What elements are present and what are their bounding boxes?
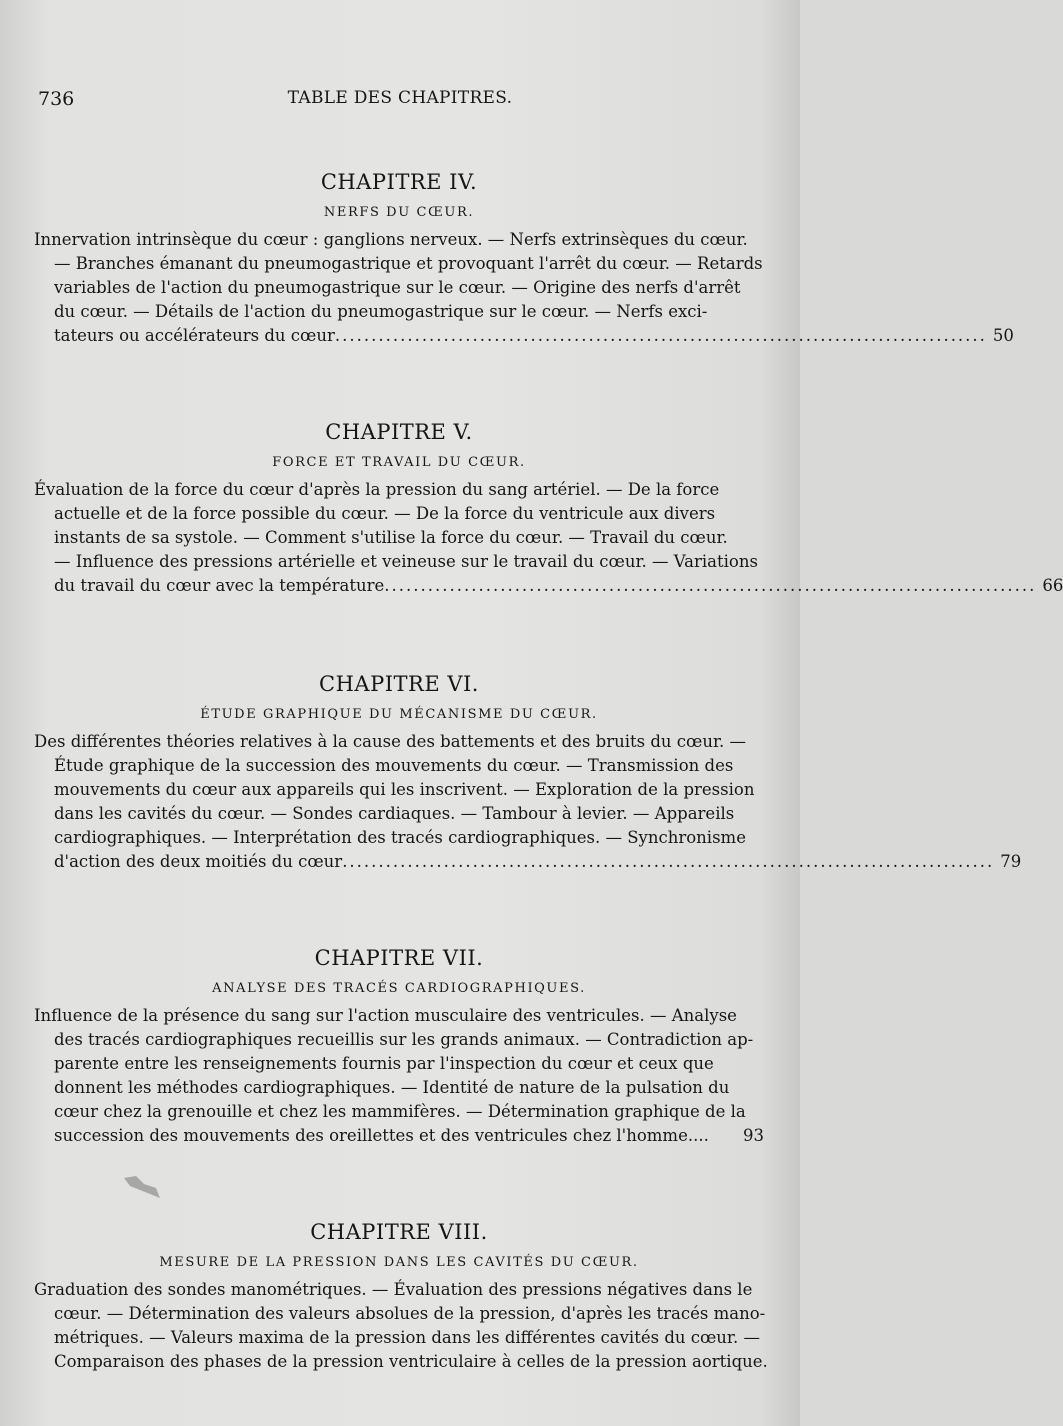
summary-line: succession des mouvements des oreillettes et des ventricules chez l'homme....: [54, 1126, 709, 1145]
chapter-summary: [34, 228, 1014, 348]
chapter-subtitle: ANALYSE DES TRACÉS CARDIOGRAPHIQUES.: [212, 981, 586, 996]
chapter-title: CHAPITRE VIII.: [310, 1220, 488, 1244]
chapter-subtitle: ÉTUDE GRAPHIQUE DU MÉCANISME DU CŒUR.: [200, 707, 598, 722]
summary-line: Influence de la présence du sang sur l'action musculaire des ventricules. — Analyse: [34, 1006, 737, 1025]
page-header: [0, 88, 800, 114]
summary-line: parente entre les renseignements fournis par l'inspection du cœur et ceux que: [54, 1054, 714, 1073]
chapter-viii: [34, 1218, 768, 1374]
chapter-vii: [34, 944, 764, 1148]
summary-line: cœur chez la grenouille et chez les mammifères. — Détermination graphique de la: [54, 1102, 746, 1121]
chapter-subtitle: NERFS DU CŒUR.: [323, 205, 475, 220]
chapter-title: CHAPITRE V.: [325, 420, 473, 444]
chapter-page-number: 93: [743, 1126, 764, 1145]
summary-line: — Influence des pressions artérielle et veineuse sur le travail du cœur. — Variations: [54, 552, 758, 571]
summary-last-line: [34, 574, 1063, 598]
chapter-page-number: 66: [1042, 576, 1063, 595]
summary-last-line: [34, 324, 1014, 348]
summary-line: actuelle et de la force possible du cœur. — De la force du ventricule aux divers: [54, 504, 716, 523]
chapter-page-number: 50: [992, 326, 1014, 345]
chapter-subtitle: MESURE DE LA PRESSION DANS LES CAVITÉS DU CŒUR.: [159, 1255, 639, 1270]
summary-line: donnent les méthodes cardiographiques. — Identité de nature de la pulsation du: [54, 1078, 730, 1097]
chapter-v: [34, 418, 1063, 598]
summary-line: mouvements du cœur aux appareils qui les inscrivent. — Exploration de la pression: [54, 780, 755, 799]
summary-line: Des différentes théories relatives à la cause des battements et des bruits du cœur. —: [34, 732, 747, 751]
chapter-vi: [34, 670, 1022, 874]
summary-line: Étude graphique de la succession des mouvements du cœur. — Transmission des: [54, 756, 734, 775]
summary-line: Comparaison des phases de la pression ventriculaire à celles de la pression aortique.: [54, 1352, 768, 1371]
summary-last-line: [34, 850, 1022, 874]
summary-line: dans les cavités du cœur. — Sondes cardiaques. — Tambour à levier. — Appareils: [54, 804, 735, 823]
summary-line: Graduation des sondes manométriques. — Évaluation des pressions négatives dans le: [34, 1280, 753, 1299]
summary-line: cardiographiques. — Interprétation des tracés cardiographiques. — Synchronisme: [54, 828, 746, 847]
chapter-summary: [34, 1278, 768, 1374]
running-title: TABLE DES CHAPITRES.: [287, 88, 513, 108]
summary-line: instants de sa systole. — Comment s'utilise la force du cœur. — Travail du cœur.: [54, 528, 728, 547]
chapter-summary: [34, 730, 1022, 874]
summary-line: des tracés cardiographiques recueillis sur les grands animaux. — Contradiction ap-: [54, 1030, 754, 1049]
chapter-title: CHAPITRE IV.: [320, 170, 478, 194]
page-number: 736: [38, 88, 75, 110]
chapter-title: CHAPITRE VII.: [314, 946, 484, 970]
summary-line: cœur. — Détermination des valeurs absolues de la pression, d'après les tracés mano-: [54, 1304, 766, 1323]
summary-line: du travail du cœur avec la température: [54, 576, 385, 595]
leader-dots: ..........................................................................................: [334, 326, 987, 345]
chapter-iv: [34, 168, 1014, 348]
chapter-summary: [34, 1004, 764, 1148]
summary-line: du cœur. — Détails de l'action du pneumogastrique sur le cœur. — Nerfs exci-: [54, 302, 708, 321]
summary-line: tateurs ou accélérateurs du cœur: [54, 326, 335, 345]
summary-line: — Branches émanant du pneumogastrique et provoquant l'arrêt du cœur. — Retards: [54, 254, 763, 273]
chapter-subtitle: FORCE ET TRAVAIL DU CŒUR.: [272, 455, 526, 470]
summary-last-line: [34, 1124, 764, 1148]
leader-dots: ..........................................................................................: [342, 852, 995, 871]
leader-dots: [709, 1124, 737, 1148]
chapter-summary: [34, 478, 1063, 598]
leader-dots: ..........................................................................................: [384, 576, 1037, 595]
chapter-page-number: 79: [1000, 852, 1022, 871]
summary-line: Évaluation de la force du cœur d'après la pression du sang artériel. — De la force: [34, 480, 720, 499]
chapter-title: CHAPITRE VI.: [319, 672, 479, 696]
ink-smudge: [122, 1172, 162, 1202]
summary-line: Innervation intrinsèque du cœur : ganglions nerveux. — Nerfs extrinsèques du cœur.: [34, 230, 748, 249]
summary-line: métriques. — Valeurs maxima de la pression dans les différentes cavités du cœur. —: [54, 1328, 760, 1347]
summary-line: variables de l'action du pneumogastrique sur le cœur. — Origine des nerfs d'arrêt: [54, 278, 741, 297]
summary-line: d'action des deux moitiés du cœur: [54, 852, 343, 871]
